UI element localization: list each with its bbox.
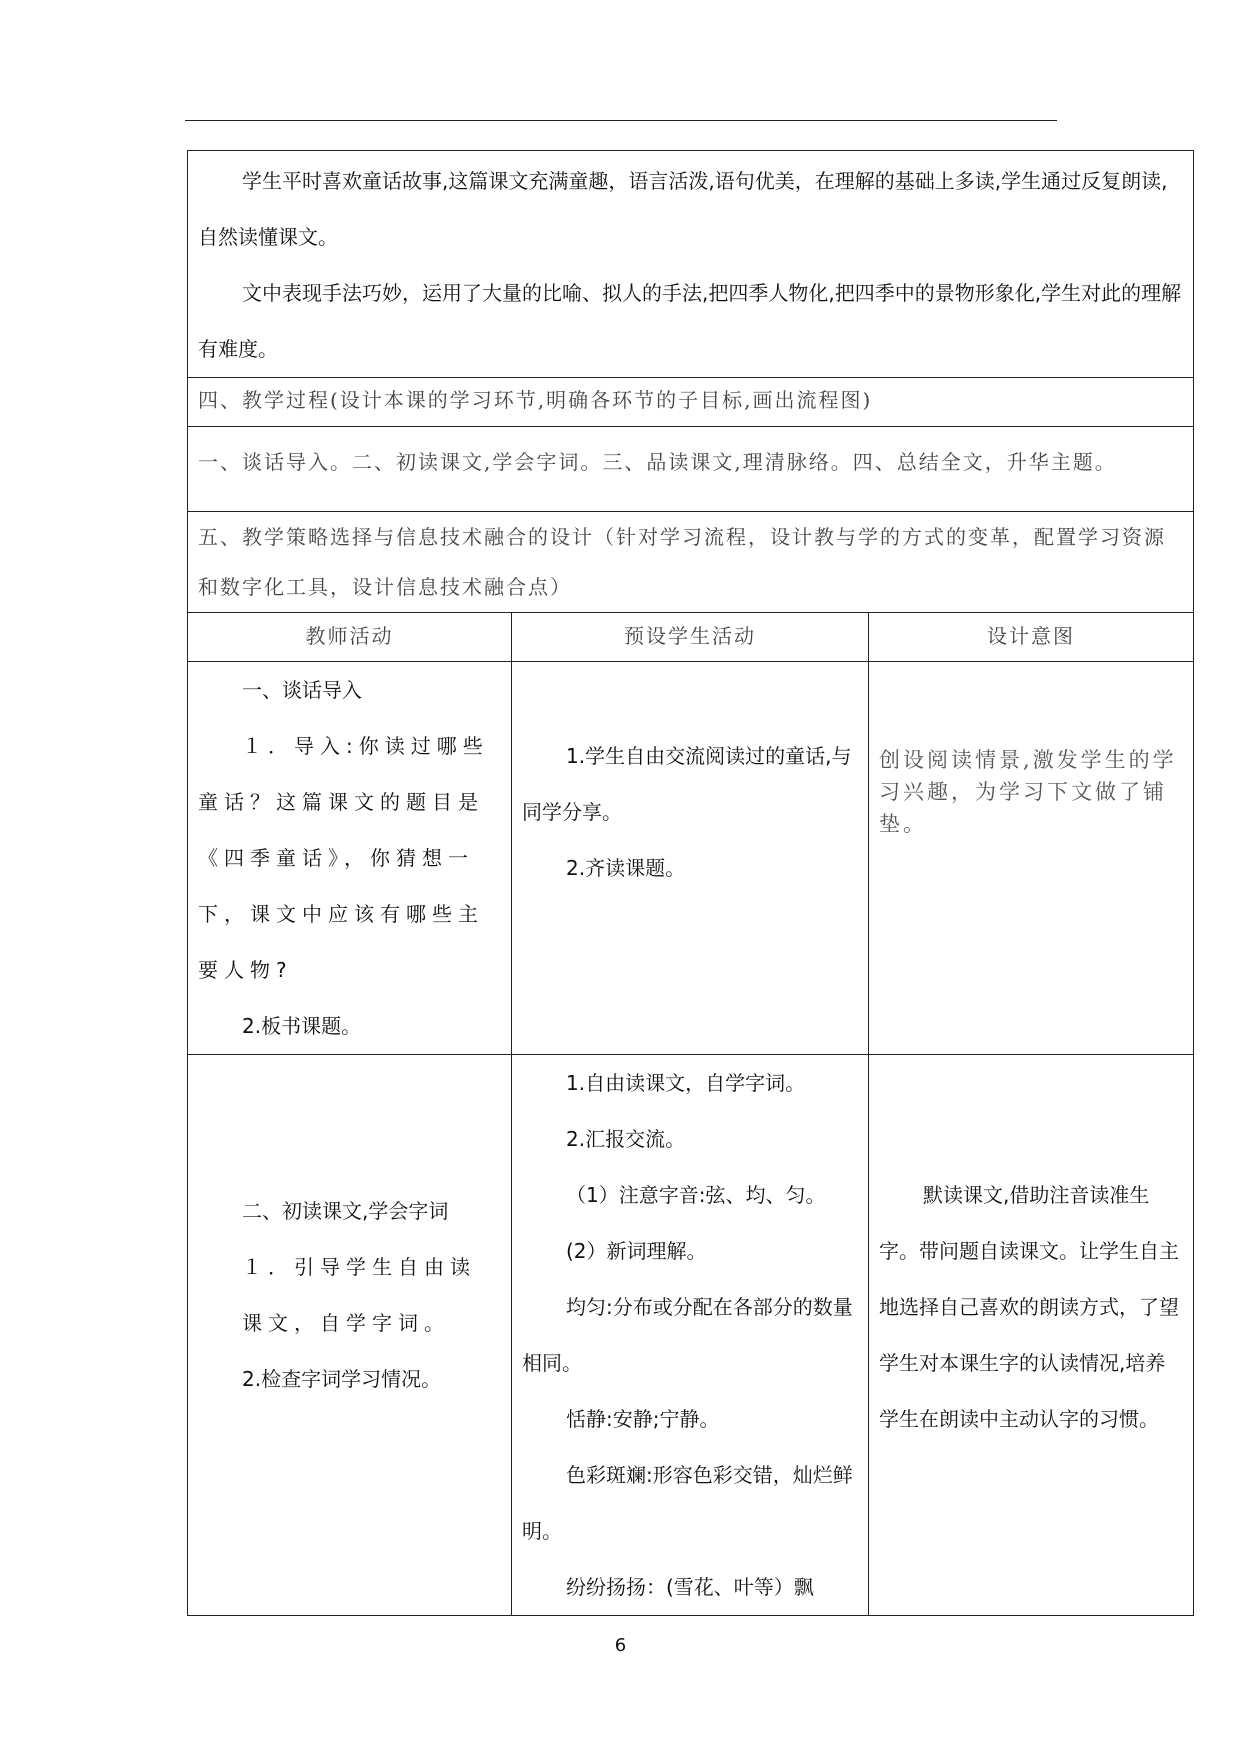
row2-teacher-title: 二、初读课文,学会字词 [242, 1199, 449, 1223]
analysis-row [188, 151, 1194, 378]
row1-teacher-title: 一、谈话导入 [242, 678, 362, 702]
row1-student-item1: 1.学生自由交流阅读过的童话,与同学分享。 [522, 744, 852, 824]
section5-title-row [188, 512, 1194, 613]
row-first-reading [188, 1055, 1194, 1616]
row2-student-item: 色彩斑斓:形容色彩交错，灿烂鲜明。 [522, 1463, 853, 1543]
section4-title-row [188, 378, 1194, 427]
column-header-row [188, 613, 1194, 662]
row2-student-item: 纷纷扬扬：(雪花、叶等）飘 [566, 1575, 814, 1599]
header-intent-cell [869, 613, 1194, 662]
row2-student-item: 2.汇报交流。 [566, 1127, 686, 1151]
row2-intent: 默读课文,借助注音读准生字。带问题自读课文。让学生自主地选择自己喜欢的朗读方式，了望学生对本课生字的认读情况,培养学生在朗读中主动认字的习惯。 [879, 1183, 1179, 1431]
analysis-paragraph-2: 文中表现手法巧妙，运用了大量的比喻、拟人的手法,把四季人物化,把四季中的景物形象化,学生对此的理解有难度。 [198, 281, 1182, 361]
header-student: 预设学生活动 [624, 624, 756, 648]
row2-student-item: （1）注意字音:弦、均、匀。 [566, 1183, 826, 1207]
header-intent: 设计意图 [987, 624, 1075, 648]
row1-teacher-item2: 2.板书课题。 [242, 1014, 362, 1038]
row-intro [188, 662, 1194, 1055]
section4-title: 四、教学过程(设计本课的学习环节,明确各环节的子目标,画出流程图) [198, 388, 873, 412]
section4-title-cell [188, 378, 1194, 427]
row2-teacher-item1: １．引导学生自由读课文，自学字词。 [242, 1255, 476, 1335]
header-rule [185, 120, 1057, 121]
row2-teacher-item2: 2.检查字词学习情况。 [242, 1367, 442, 1391]
row1-teacher-cell [188, 662, 512, 1055]
row2-teacher-cell [188, 1055, 512, 1616]
section5-title-cell [188, 512, 1194, 613]
row2-student-item: 恬静:安静;宁静。 [566, 1407, 720, 1431]
header-student-cell [512, 613, 869, 662]
row2-student-item: 均匀:分布或分配在各部分的数量相同。 [522, 1295, 853, 1375]
row2-student-cell [512, 1055, 869, 1616]
section4-flow-row [188, 427, 1194, 512]
page-number: 6 [614, 1635, 627, 1656]
analysis-cell [188, 151, 1194, 378]
lesson-plan-table [187, 150, 1194, 1616]
row1-intent-cell [869, 662, 1194, 1055]
header-teacher: 教师活动 [305, 624, 394, 648]
row2-student-item: (2）新词理解。 [566, 1239, 707, 1263]
row1-teacher-item1: １．导入:你读过哪些童话？这篇课文的题目是《四季童话》，你猜想一下，课文中应该有哪些主要人物? [198, 734, 489, 982]
analysis-paragraph-1: 学生平时喜欢童话故事,这篇课文充满童趣，语言活泼,语句优美，在理解的基础上多读,学生通过反复朗读,自然读懂课文。 [198, 169, 1168, 249]
row1-student-cell [512, 662, 869, 1055]
row2-student-item: 1.自由读课文，自学字词。 [566, 1071, 806, 1095]
header-teacher-cell [188, 613, 512, 662]
section5-title: 五、教学策略选择与信息技术融合的设计（针对学习流程，设计教与学的方式的变革，配置学习资源和数字化工具，设计信息技术融合点） [198, 525, 1166, 599]
row2-intent-cell [869, 1055, 1194, 1616]
row1-student-item2: 2.齐读课题。 [566, 856, 686, 880]
row1-intent: 创设阅读情景,激发学生的学习兴趣，为学习下文做了铺垫。 [879, 748, 1177, 836]
section4-flow: 一、谈话导入。二、初读课文,学会字词。三、品读课文,理清脉络。四、总结全文，升华主题。 [198, 450, 1117, 474]
section4-flow-cell [188, 427, 1194, 512]
